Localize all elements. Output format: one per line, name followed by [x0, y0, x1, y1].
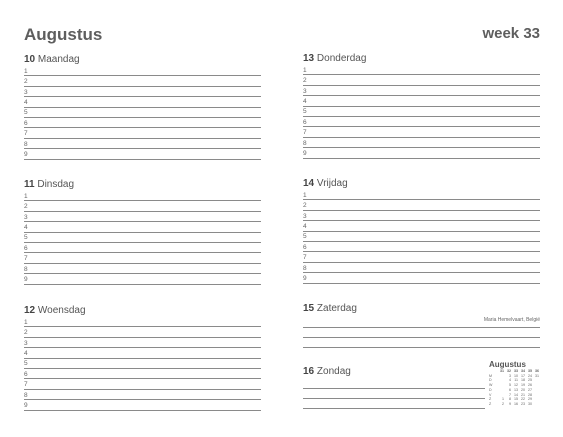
day-heading: [303, 177, 540, 190]
hour-line[interactable]: [24, 139, 261, 149]
mini-calendar-date: 11: [514, 378, 518, 383]
hour-line[interactable]: [24, 201, 261, 211]
hour-line[interactable]: [24, 400, 261, 410]
blank-line: [303, 328, 540, 338]
day-name: Dinsdag: [37, 179, 75, 190]
day-name: Maandag: [37, 54, 80, 65]
day-sunday: [303, 365, 485, 409]
hour-number: 4: [24, 224, 28, 232]
hour-line[interactable]: [303, 75, 540, 85]
hour-number: 9: [24, 151, 28, 159]
hour-line[interactable]: [303, 148, 540, 158]
hour-number: 1: [24, 318, 28, 326]
mini-calendar-date: 25: [528, 378, 532, 383]
hour-number: 8: [303, 264, 307, 272]
hour-number: 2: [24, 203, 28, 211]
hour-number: 7: [303, 129, 307, 137]
hour-number: 7: [24, 255, 28, 263]
hour-line[interactable]: [303, 242, 540, 252]
mini-calendar-date: 16: [514, 401, 518, 406]
hour-line[interactable]: [303, 221, 540, 231]
mini-calendar-date: 30: [528, 401, 532, 406]
mini-calendar-title: Augustus: [489, 360, 526, 369]
hour-number: 9: [303, 275, 307, 283]
hour-number: 1: [303, 66, 307, 74]
hour-line[interactable]: [303, 263, 540, 273]
hour-line[interactable]: [24, 149, 261, 159]
hour-number: 4: [24, 350, 28, 358]
day-wednesday: [24, 304, 261, 411]
hour-line[interactable]: [24, 390, 261, 400]
hour-number: 3: [24, 213, 28, 221]
hour-number: 5: [24, 234, 28, 242]
day-heading: [303, 365, 485, 378]
hour-number: 7: [24, 130, 28, 138]
hour-line[interactable]: [24, 76, 261, 86]
hour-line[interactable]: [303, 127, 540, 137]
hour-lines: [24, 317, 261, 411]
hour-line[interactable]: [24, 338, 261, 348]
hour-line[interactable]: [24, 369, 261, 379]
hour-line[interactable]: [24, 274, 261, 284]
day-heading: [303, 302, 540, 315]
mini-calendar-date: 29: [528, 397, 532, 402]
mini-calendar-week-number: 32: [507, 369, 511, 373]
mini-calendar-date: 6: [509, 387, 511, 392]
day-heading: [303, 52, 540, 65]
hour-number: 5: [303, 108, 307, 116]
hour-line[interactable]: [303, 65, 540, 75]
mini-calendar-date: [532, 402, 539, 407]
mini-calendar-day-letter: D: [489, 387, 492, 392]
hour-number: 8: [24, 265, 28, 273]
hour-line[interactable]: [303, 96, 540, 106]
hour-number: 5: [24, 360, 28, 368]
mini-calendar-date: 22: [521, 397, 525, 402]
mini-calendar-day-letter: Z: [489, 397, 492, 402]
hour-line[interactable]: [24, 359, 261, 369]
hour-line[interactable]: [24, 317, 261, 327]
mini-calendar-week-number: 34: [521, 369, 525, 373]
hour-number: 9: [24, 276, 28, 284]
mini-calendar-week-number: 33: [514, 369, 518, 373]
mini-calendar-date: 31: [535, 373, 539, 378]
hour-number: 8: [303, 139, 307, 147]
mini-calendar-day-letter: V: [489, 392, 492, 397]
mini-calendar-date: 24: [528, 373, 532, 378]
day-number: 15: [303, 303, 315, 314]
month-title: Augustus: [24, 25, 103, 44]
hour-number: 1: [303, 191, 307, 199]
blank-line: [303, 378, 485, 389]
day-heading: [24, 53, 261, 66]
hour-number: 3: [303, 87, 307, 95]
day-friday: [303, 177, 540, 284]
hour-line[interactable]: [24, 128, 261, 138]
hour-lines: [303, 65, 540, 159]
hour-number: 6: [24, 119, 28, 127]
mini-calendar-date: 23: [521, 401, 525, 406]
day-number: 12: [24, 305, 36, 316]
hour-lines: [24, 66, 261, 160]
hour-line[interactable]: [303, 211, 540, 221]
hour-number: 2: [303, 77, 307, 85]
hour-number: 3: [24, 88, 28, 96]
hour-number: 3: [24, 339, 28, 347]
hour-number: 4: [24, 99, 28, 107]
mini-calendar-date: 17: [521, 373, 525, 378]
hour-line[interactable]: [303, 117, 540, 127]
day-thursday: [303, 52, 540, 159]
hour-line[interactable]: [24, 233, 261, 243]
mini-calendar-date: 28: [528, 392, 532, 397]
mini-calendar-date: 27: [528, 387, 532, 392]
mini-calendar-date: 8: [509, 397, 511, 402]
hour-number: 4: [303, 223, 307, 231]
hour-number: 8: [24, 391, 28, 399]
hour-number: 2: [24, 329, 28, 337]
hour-line[interactable]: [303, 252, 540, 262]
hour-line[interactable]: [24, 379, 261, 389]
hour-number: 5: [24, 109, 28, 117]
day-number: 16: [303, 366, 315, 377]
hour-line[interactable]: [24, 212, 261, 222]
holiday-note: Maria Hemelvaart, België: [483, 317, 540, 323]
blank-line: [303, 389, 485, 399]
hour-line[interactable]: [24, 253, 261, 263]
mini-calendar-row: [489, 402, 541, 407]
mini-calendar-date: 13: [514, 387, 518, 392]
mini-calendar-day-letter: M: [489, 373, 492, 378]
day-tuesday: [24, 178, 261, 285]
hour-line[interactable]: [303, 273, 540, 283]
mini-calendar-date: 3: [509, 373, 511, 378]
hour-line[interactable]: [24, 108, 261, 118]
hour-number: 6: [24, 370, 28, 378]
hour-number: 9: [24, 402, 28, 410]
hour-line[interactable]: [303, 107, 540, 117]
mini-calendar-date: 19: [521, 383, 525, 388]
mini-calendar-date: 15: [514, 397, 518, 402]
hour-lines: [24, 191, 261, 285]
hour-line[interactable]: [24, 222, 261, 232]
hour-number: 6: [24, 244, 28, 252]
mini-calendar-date: 2: [502, 401, 504, 406]
hour-number: 7: [303, 254, 307, 262]
day-heading: [24, 304, 261, 317]
hour-number: 3: [303, 212, 307, 220]
hour-number: 1: [24, 192, 28, 200]
hour-line[interactable]: [24, 243, 261, 253]
mini-calendar-date: 5: [509, 383, 511, 388]
mini-calendar-date: 7: [509, 392, 511, 397]
hour-number: 1: [24, 67, 28, 75]
day-saturday: [303, 302, 540, 348]
mini-calendar-day-letter: D: [489, 378, 492, 383]
hour-line[interactable]: [24, 327, 261, 337]
hour-line[interactable]: [303, 200, 540, 210]
mini-calendar-date: 20: [521, 387, 525, 392]
mini-calendar-date: 10: [514, 373, 518, 378]
hour-lines: [303, 190, 540, 284]
day-number: 13: [303, 53, 315, 64]
hour-line[interactable]: [303, 138, 540, 148]
hour-line[interactable]: [24, 264, 261, 274]
hour-line[interactable]: [303, 232, 540, 242]
mini-calendar-date: 1: [502, 397, 504, 402]
mini-calendar: [489, 360, 541, 407]
hour-line[interactable]: [24, 87, 261, 97]
hour-number: 5: [303, 233, 307, 241]
hour-number: 2: [303, 202, 307, 210]
day-number: 14: [303, 178, 315, 189]
blank-line: [303, 399, 485, 409]
day-name: Vrijdag: [316, 178, 348, 189]
mini-calendar-date: 26: [528, 383, 532, 388]
day-number: 10: [24, 54, 36, 65]
hour-number: 7: [24, 381, 28, 389]
hour-number: 6: [303, 118, 307, 126]
hour-line[interactable]: [303, 86, 540, 96]
mini-calendar-date: 14: [514, 392, 518, 397]
day-name: Zondag: [316, 366, 351, 377]
hour-line[interactable]: [24, 97, 261, 107]
mini-calendar-grid: [489, 369, 541, 407]
mini-calendar-week-number: 35: [528, 369, 532, 373]
hour-line[interactable]: [24, 66, 261, 76]
hour-number: 4: [303, 98, 307, 106]
mini-calendar-date: 21: [521, 392, 525, 397]
mini-calendar-date: 18: [521, 378, 525, 383]
day-number: 11: [24, 179, 35, 190]
day-name: Zaterdag: [316, 303, 357, 314]
day-heading: [24, 178, 261, 191]
hour-line[interactable]: [24, 118, 261, 128]
day-name: Donderdag: [316, 53, 367, 64]
hour-line[interactable]: [24, 348, 261, 358]
hour-line[interactable]: [303, 190, 540, 200]
mini-calendar-date: 9: [509, 401, 511, 406]
week-title: week 33: [482, 25, 540, 42]
hour-number: 9: [303, 150, 307, 158]
hour-number: 2: [24, 78, 28, 86]
mini-calendar-week-number: 31: [500, 369, 504, 373]
hour-number: 6: [303, 243, 307, 251]
day-monday: [24, 53, 261, 160]
mini-calendar-day-letter: W: [489, 383, 493, 388]
mini-calendar-date: 12: [514, 383, 518, 388]
hour-number: 8: [24, 140, 28, 148]
hour-line[interactable]: [24, 191, 261, 201]
mini-calendar-date: 4: [509, 378, 511, 383]
mini-calendar-week-number: 36: [535, 369, 539, 373]
mini-calendar-day-letter: Z: [489, 401, 492, 406]
blank-line: [303, 338, 540, 348]
day-name: Woensdag: [37, 305, 86, 316]
